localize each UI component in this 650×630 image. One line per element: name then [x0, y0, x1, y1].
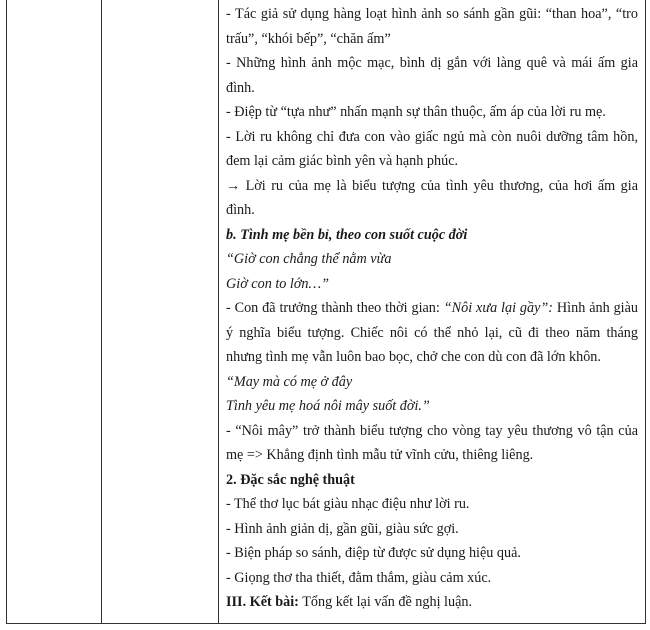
paragraph: - Những hình ảnh mộc mạc, bình dị gắn với làng quê và mái ấm gia đình. [226, 55, 638, 96]
paragraph [226, 590, 638, 615]
poem-quote-line: “May mà có mẹ ở đây [226, 373, 353, 390]
section-heading-3: III. Kết bài: [226, 594, 299, 610]
poem-quote-line: Tình yêu mẹ hoá nôi mây suốt đời.” [226, 398, 430, 414]
paragraph: - Điệp từ “tựa như” nhấn mạnh sự thân thuộc, ấm áp của lời ru mẹ. [226, 104, 606, 120]
paragraph [226, 296, 638, 370]
column-divider [218, 0, 219, 623]
paragraph: - Biện pháp so sánh, điệp từ được sử dụng hiệu quả. [226, 545, 521, 561]
paragraph-text: Hình ảnh giàu ý nghĩa biểu tượng. Chiếc nôi có thể nhỏ lại, cũ đi theo năm tháng nhưng tình mẹ vẫn luôn bao bọc, chở che con dù con đã lớn khôn. [226, 300, 638, 365]
section-heading-b: b. Tình mẹ bền bỉ, theo con suốt cuộc đời [226, 226, 468, 243]
paragraph: - Lời ru không chỉ đưa con vào giấc ngủ mà còn nuôi dưỡng tâm hồn, đem lại cảm giác bình yên và hạnh phúc. [226, 128, 638, 169]
content-cell [226, 2, 638, 615]
column-divider [101, 0, 102, 623]
paragraph: → Lời ru của mẹ là biểu tượng của tình yêu thương, của hơi ấm gia đình. [226, 177, 638, 218]
document-table [6, 0, 646, 624]
poem-quote-line: Giờ con to lớn…” [226, 275, 330, 292]
section-heading-2: 2. Đặc sắc nghệ thuật [226, 471, 355, 488]
paragraph: - “Nôi mây” trở thành biểu tượng cho vòng tay yêu thương vô tận của mẹ => Khẳng định tình mẫu tử vĩnh cửu, thiêng liêng. [226, 422, 638, 463]
poem-quote-line: “Giờ con chẳng thể nằm vừa [226, 251, 392, 267]
paragraph: - Hình ảnh giản dị, gần gũi, giàu sức gợi. [226, 520, 459, 537]
paragraph: - Tác giả sử dụng hàng loạt hình ảnh so sánh gần gũi: “than hoa”, “tro trấu”, “khói bếp”, “chăn ấm” [226, 6, 638, 47]
paragraph-text: Tổng kết lại vấn đề nghị luận. [298, 594, 473, 610]
paragraph: - Giọng thơ tha thiết, đằm thắm, giàu cảm xúc. [226, 569, 492, 586]
inline-quote: “Nôi xưa lại gầy”: [443, 300, 554, 316]
paragraph: - Thể thơ lục bát giàu nhạc điệu như lời ru. [226, 496, 470, 512]
paragraph-text: - Con đã trưởng thành theo thời gian: [226, 300, 444, 316]
